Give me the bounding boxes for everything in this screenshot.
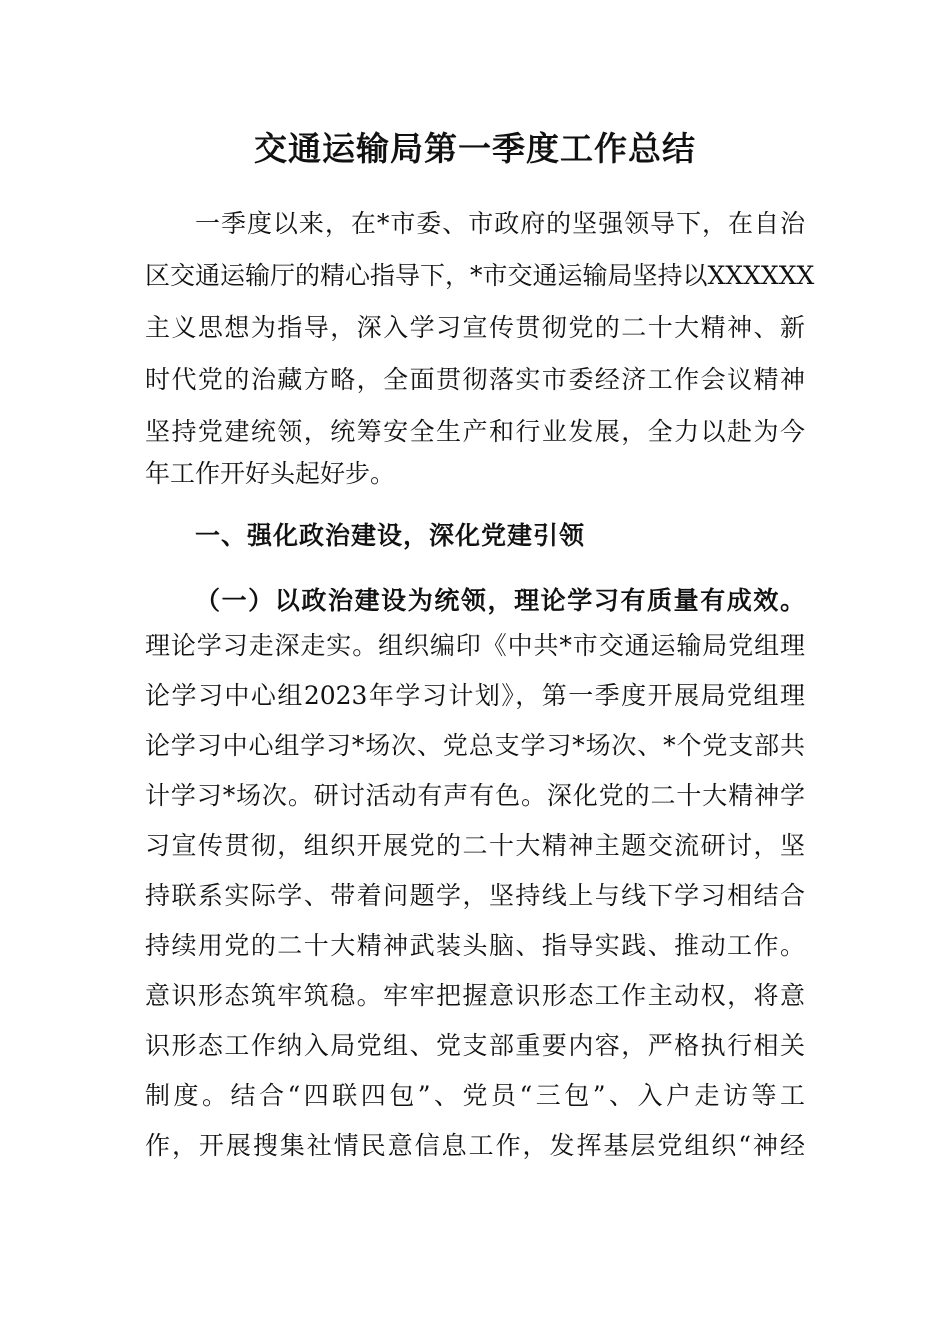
body-line: 制度。结合“四联四包”、党员“三包”、入户走访等工 — [145, 1081, 805, 1110]
body-line: 持联系实际学、带着问题学，坚持线上与线下学习相结合 — [145, 881, 805, 910]
body-line: 持续用党的二十大精神武装头脑、指导实践、推动工作。 — [145, 931, 805, 960]
body-line: 论学习中心组2023年学习计划》，第一季度开展局党组理 — [145, 681, 805, 710]
body-line: 论学习中心组学习*场次、党总支学习*场次、*个党支部共 — [145, 731, 805, 760]
body-line: 意识形态筑牢筑稳。牢牢把握意识形态工作主动权，将意 — [145, 981, 805, 1010]
body-line: 识形态工作纳入局党组、党支部重要内容，严格执行相关 — [145, 1031, 805, 1060]
body-line: 作，开展搜集社情民意信息工作，发挥基层党组织“神经 — [145, 1131, 805, 1160]
intro-line: 坚持党建统领，统筹安全生产和行业发展，全力以赴为今 — [145, 417, 805, 446]
intro-line: 年工作开好头起好步。 — [145, 459, 396, 488]
body-line: 习宣传贯彻，组织开展党的二十大精神主题交流研讨，坚 — [145, 831, 805, 860]
body-line: 计学习*场次。研讨活动有声有色。深化党的二十大精神学 — [145, 781, 805, 810]
intro-line: 主义思想为指导，深入学习宣传贯彻党的二十大精神、新 — [145, 313, 805, 342]
subsection-heading: （一）以政治建设为统领，理论学习有质量有成效。 — [195, 586, 805, 615]
document-title: 交通运输局第一季度工作总结 — [254, 129, 696, 168]
intro-line: 区交通运输厅的精心指导下，*市交通运输局坚持以XXXXXX — [145, 261, 815, 290]
section-heading: 一、强化政治建设，深化党建引领 — [195, 521, 586, 550]
intro-line: 一季度以来，在*市委、市政府的坚强领导下，在自治 — [195, 209, 805, 238]
intro-line: 时代党的治藏方略，全面贯彻落实市委经济工作会议精神 — [145, 365, 805, 394]
body-line: 理论学习走深走实。组织编印《中共*市交通运输局党组理 — [145, 631, 805, 660]
